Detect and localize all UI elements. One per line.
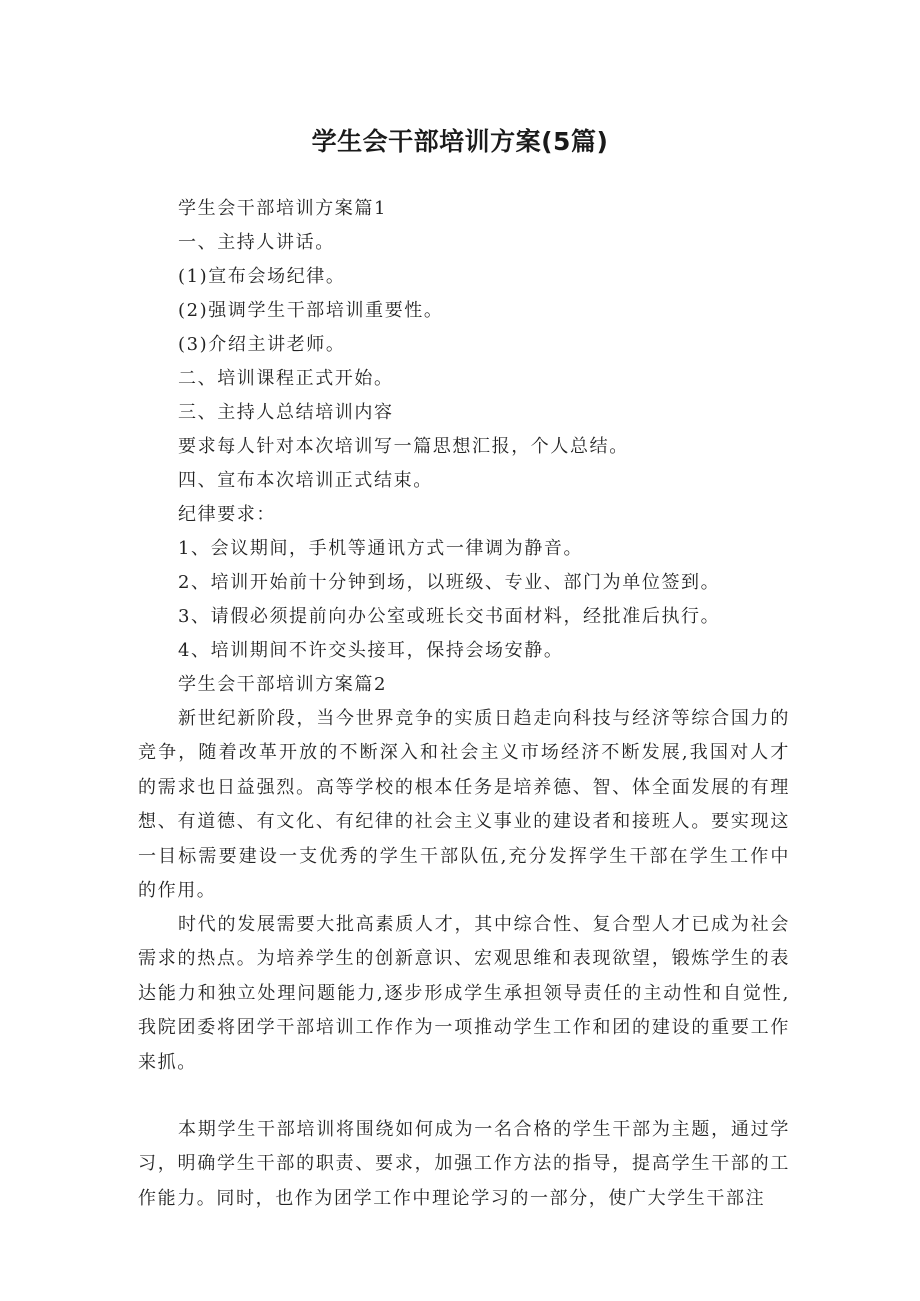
outline-line: 四、宣布本次培训正式结束。 [178, 470, 433, 491]
outline-line: 二、培训课程正式开始。 [178, 368, 394, 389]
rule-item: 1、会议期间，手机等通讯方式一律调为静音。 [178, 538, 584, 559]
rule-item: 2、培训开始前十分钟到场，以班级、专业、部门为单位签到。 [178, 572, 721, 593]
body-paragraph-2: 时代的发展需要大批高素质人才，其中综合性、复合型人才已成为社会需求的热点。为培养学生的创新意识、宏观思维和表现欲望，锻炼学生的表达能力和独立处理问题能力,逐步形成学生承担领导责任的主动性和自觉性,我院团委将团学干部培训工作作为一项推动学生工作和团的建设的重要工作来抓。 [138, 914, 790, 1073]
rule-item: 4、培训期间不许交头接耳，保持会场安静。 [178, 640, 564, 661]
outline-line: 一、主持人讲话。 [178, 232, 335, 253]
outline-line: (3)介绍主讲老师。 [178, 334, 346, 355]
section-heading-1: 学生会干部培训方案篇1 [178, 198, 388, 219]
body-paragraph-3: 本期学生干部培训将围绕如何成为一名合格的学生干部为主题，通过学习，明确学生干部的职责、要求，加强工作方法的指导，提高学生干部的工作能力。同时，也作为团学工作中理论学习的一部分，使广大学生干部注 [138, 1119, 790, 1209]
outline-line: 要求每人针对本次培训写一篇思想汇报，个人总结。 [178, 436, 629, 457]
outline-line: (2)强调学生干部培训重要性。 [178, 300, 444, 321]
body-paragraph-1: 新世纪新阶段，当今世界竞争的实质日趋走向科技与经济等综合国力的竞争，随着改革开放的不断深入和社会主义市场经济不断发展,我国对人才的需求也日益强烈。高等学校的根本任务是培养德、智、体全面发展的有理想、有道德、有文化、有纪律的社会主义事业的建设者和接班人。要实现这一目标需要建设一支优秀的学生干部队伍,充分发挥学生干部在学生工作中的作用。 [138, 708, 790, 902]
outline-line: (1)宣布会场纪律。 [178, 266, 346, 287]
document-title: 学生会干部培训方案(5篇) [311, 127, 609, 156]
rule-item: 3、请假必须提前向办公室或班长交书面材料，经批准后执行。 [178, 606, 721, 627]
section-heading-2: 学生会干部培训方案篇2 [178, 674, 388, 695]
outline-line: 纪律要求： [178, 504, 276, 525]
outline-line: 三、主持人总结培训内容 [178, 402, 394, 423]
